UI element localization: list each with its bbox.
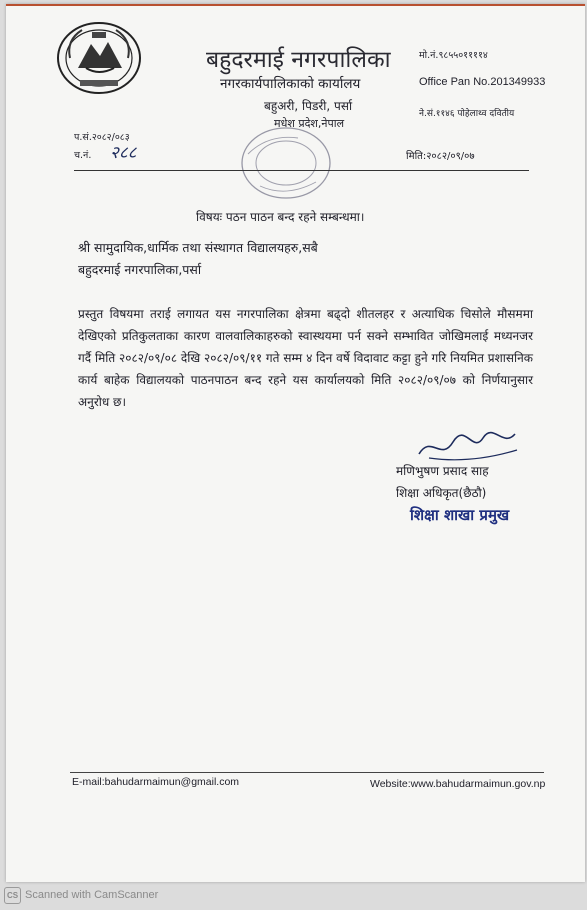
office-seal-stamp xyxy=(238,124,334,202)
scanner-watermark xyxy=(0,884,158,906)
footer-website: Website:www.bahudarmaimun.gov.np xyxy=(370,778,546,790)
recipient-line-2: बहुदरमाई नगरपालिका,पर्सा xyxy=(78,262,202,277)
dispatch-number-handwritten: २८८ xyxy=(110,143,137,163)
nepal-sambat-date: ने.सं.११४६ पोहेलाथ्व दवितीय xyxy=(419,109,515,119)
office-subtitle: नगरकार्यपालिकाको कार्यालय xyxy=(220,76,361,92)
recipient-line-1: श्री सामुदायिक,धार्मिक तथा संस्थागत विद्यालयहरु,सबै xyxy=(78,240,318,255)
letter-body: प्रस्तुत विषयमा तराई लगायत यस नगरपालिका क्षेत्रमा बढ्दो शीतलहर र अत्याधिक चिसोले मौसममा देखिएको प्रतिकुलताका कारण वालवालिकाहरुको स्वास्थयमा पर्न सक्ने सम्भावित जोखिमलाई मध्यनजर गर्दै मिति २०८२/०९/०८ देखि २०८२/०९/११ गते सम्म ४ दिन वर्षे विदावाट कट्टा हुने गरि नियमित प्रशासनिक कार्य बाहेक विद्यालयको पाठनपाठन बन्द रहने यस कार्यालयको मिति २०८२/०९/०७ को निर्णयानुसार अनुरोध छ। xyxy=(78,307,533,409)
signatory-designation: शिक्षा अधिकृत(छैठौ) xyxy=(396,486,487,500)
address-line-1: बहुअरी, पिडरी, पर्सा xyxy=(264,99,353,113)
footer-divider xyxy=(70,772,544,773)
header-divider xyxy=(74,170,529,171)
dispatch-number-label: च.नं. xyxy=(74,150,92,161)
office-pan: Office Pan No.201349933 xyxy=(419,76,546,88)
municipality-emblem-icon xyxy=(56,20,142,96)
watermark-text: Scanned with CamScanner xyxy=(25,889,159,901)
camscanner-icon: CS xyxy=(4,887,21,904)
handwritten-signature xyxy=(411,424,523,466)
address-line-2: मधेश प्रदेश,नेपाल xyxy=(274,117,345,130)
mobile-number: मो.नं.९८५५०११११४ xyxy=(419,50,488,61)
letter-reference-number: प.सं.२०८२/०८३ xyxy=(74,132,130,143)
signatory-name: मणिभुषण प्रसाद साह xyxy=(396,464,489,478)
municipality-title: बहुदरमाई नगरपालिका xyxy=(206,47,391,73)
letter-page xyxy=(6,4,585,882)
letter-date: मिति:२०८२/०९/०७ xyxy=(406,151,475,162)
subject-line: विषयः पठन पाठन बन्द रहने सम्बन्धमा। xyxy=(196,210,365,224)
signatory-stamp: शिक्षा शाखा प्रमुख xyxy=(410,506,510,524)
footer-email: E-mail:bahudarmaimun@gmail.com xyxy=(72,776,240,788)
